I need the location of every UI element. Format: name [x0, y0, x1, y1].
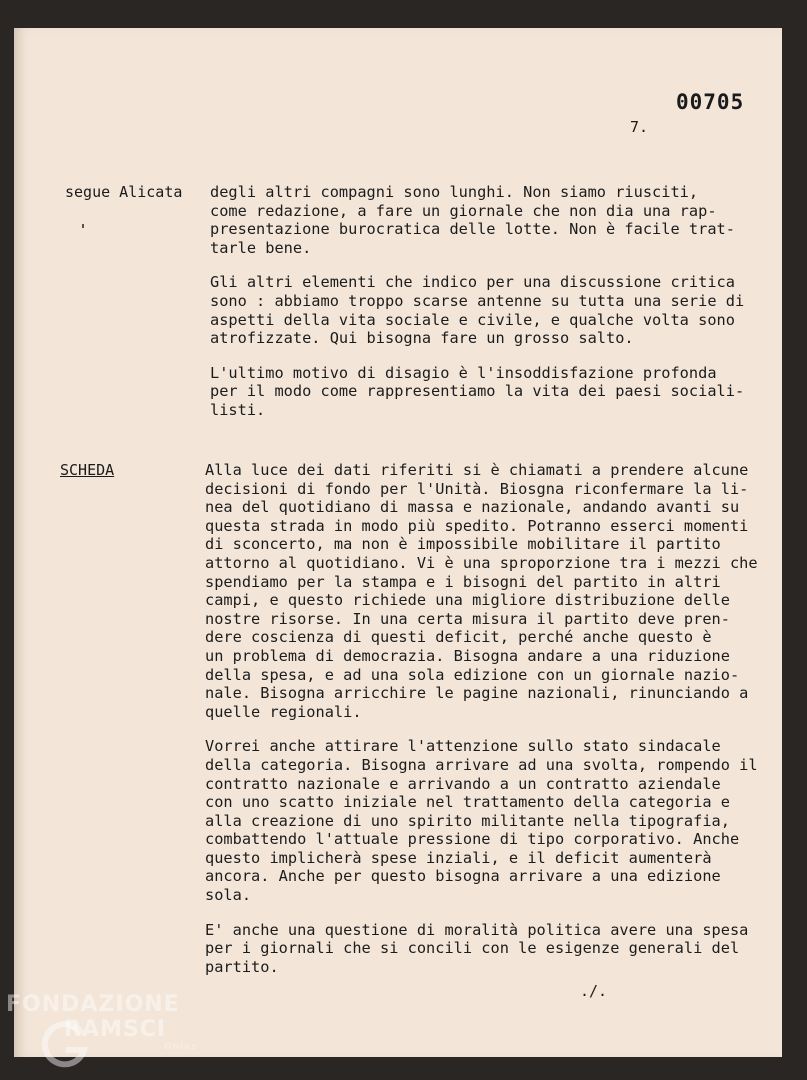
paragraph: Vorrei anche attirare l'attenzione sullo stato sindacale della categoria. Bisogna arrivare ad una svolta, rompendo il contratto nazionale e arrivando a un contratto aziendale con uno scatto iniziale nel trattamento della categoria e alla creazione di uno spirito militante nella tipografia, combattendo l'attuale pressione di tipo corporativo. Anche questo implicherà spese inziali, e il deficit aumenterà ancora. Anche per questo bisogna arrivare a una edizione sola. — [205, 737, 758, 905]
paragraph: Gli altri elementi che indico per una discussione critica sono : abbiamo troppo scarse antenne su tutta una serie di aspetti della vita sociale e civile, e qualche volta sono atrofizzate. Qui bisogna fare un grosso salto. — [210, 273, 745, 348]
watermark-g-logo-icon — [36, 1016, 92, 1072]
speaker-label: segue Alicata — [65, 183, 183, 201]
section2-body — [205, 461, 765, 992]
paragraph: E' anche una questione di moralità politica avere una spesa per i giornali che si concili con le esigenze generali del partito. — [205, 920, 749, 976]
document-number: 00705 — [676, 90, 745, 114]
watermark-line1: FONDAZIONE — [6, 992, 180, 1017]
paragraph: Alla luce dei dati riferiti si è chiamati a prendere alcune decisioni di fondo per l'Unità. Biosgna riconfermare la li- nea del quotidiano di massa e nazionale, andando avanti su questa strada in modo più spedito. Potranno esserci momenti di sconcerto, ma non è impossibile mobilitare il partito attorno al quotidiano. Vi è una sproporzione tra i mezzi che spendiamo per la stampa e i bisogni del partito in altri campi, e questo richiede una migliore distribuzione delle nostre risorse. In una certa misura il partito deve pren- dere coscienza di questi deficit, perché anche questo è un problema di democrazia. Bisogna andare a una riduzione della spesa, e ad una sola edizione con un giornale nazio- nale. Bisogna arricchire le pagine nazionali, rinunciando a quelle regionali. — [205, 461, 758, 721]
section1-body — [210, 183, 770, 436]
ink-mark — [82, 224, 84, 228]
fondazione-gramsci-watermark — [6, 992, 206, 1072]
page-number: 7. — [630, 118, 649, 136]
continuation-mark: ./. — [580, 982, 608, 1000]
paragraph: degli altri compagni sono lunghi. Non siamo riusciti, come redazione, a fare un giornale che non dia una rap- presentazione burocratica delle lotte. Non è facile trat- tarle bene. — [210, 183, 735, 257]
paragraph: L'ultimo motivo di disagio è l'insoddisfazione profonda per il modo come rappresentiamo la vita dei paesi sociali- listi. — [210, 363, 745, 419]
section-label-scheda: SCHEDA — [60, 461, 115, 479]
watermark-line3: Onlus — [164, 1042, 198, 1052]
watermark-line2: RAMSCI — [64, 1017, 167, 1042]
